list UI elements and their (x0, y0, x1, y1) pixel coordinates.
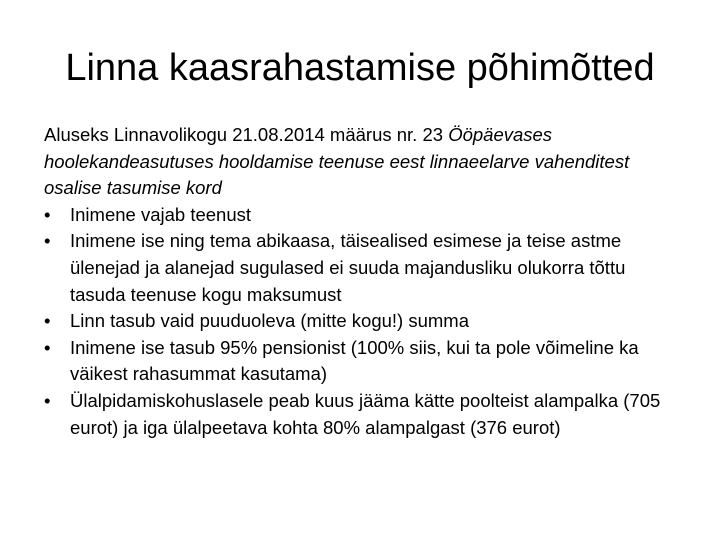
intro-prefix: Aluseks Linnavolikogu 21.08.2014 määrus nr. 23 (44, 124, 449, 145)
bullet-icon: • (44, 389, 51, 411)
list-item-text: Inimene ise tasub 95% pensionist (100% siis, kui ta pole võimeline ka väikest rahasummat kasutama) (70, 336, 639, 385)
list-item (44, 228, 684, 308)
list-item-text: Inimene vajab teenust (70, 203, 252, 225)
list-item-text: Ülalpidamiskohuslasele peab kuus jääma kätte poolteist alampalka (705 eurot) ja iga ülalpeetava kohta 80% alampalgast (376 eurot) (70, 389, 661, 438)
slide-title: Linna kaasrahastamise põhimõtted (65, 47, 655, 89)
intro-paragraph (44, 122, 684, 202)
list-item (44, 388, 684, 441)
bullet-icon: • (44, 230, 51, 252)
bullet-icon: • (44, 203, 51, 225)
list-item (44, 335, 684, 388)
list-item (44, 202, 684, 229)
list-item (44, 308, 684, 335)
list-item-text: Linn tasub vaid puuduoleva (mitte kogu!) summa (70, 310, 469, 332)
intro-document-title: Ööpäevases hoolekandeasutuses hooldamise teenuse eest linnaeelarve vahenditest osalise tasumise kord (44, 124, 630, 199)
list-item-text: Inimene ise ning tema abikaasa, täisealised esimese ja teise astme ülenejad ja alanejad sugulased ei suuda majandusliku olukorra tõttu tasuda teenuse kogu maksumust (70, 230, 626, 305)
slide-content (44, 122, 684, 441)
bullet-icon: • (44, 310, 51, 332)
bullet-icon: • (44, 336, 51, 358)
bullet-list (44, 202, 684, 441)
